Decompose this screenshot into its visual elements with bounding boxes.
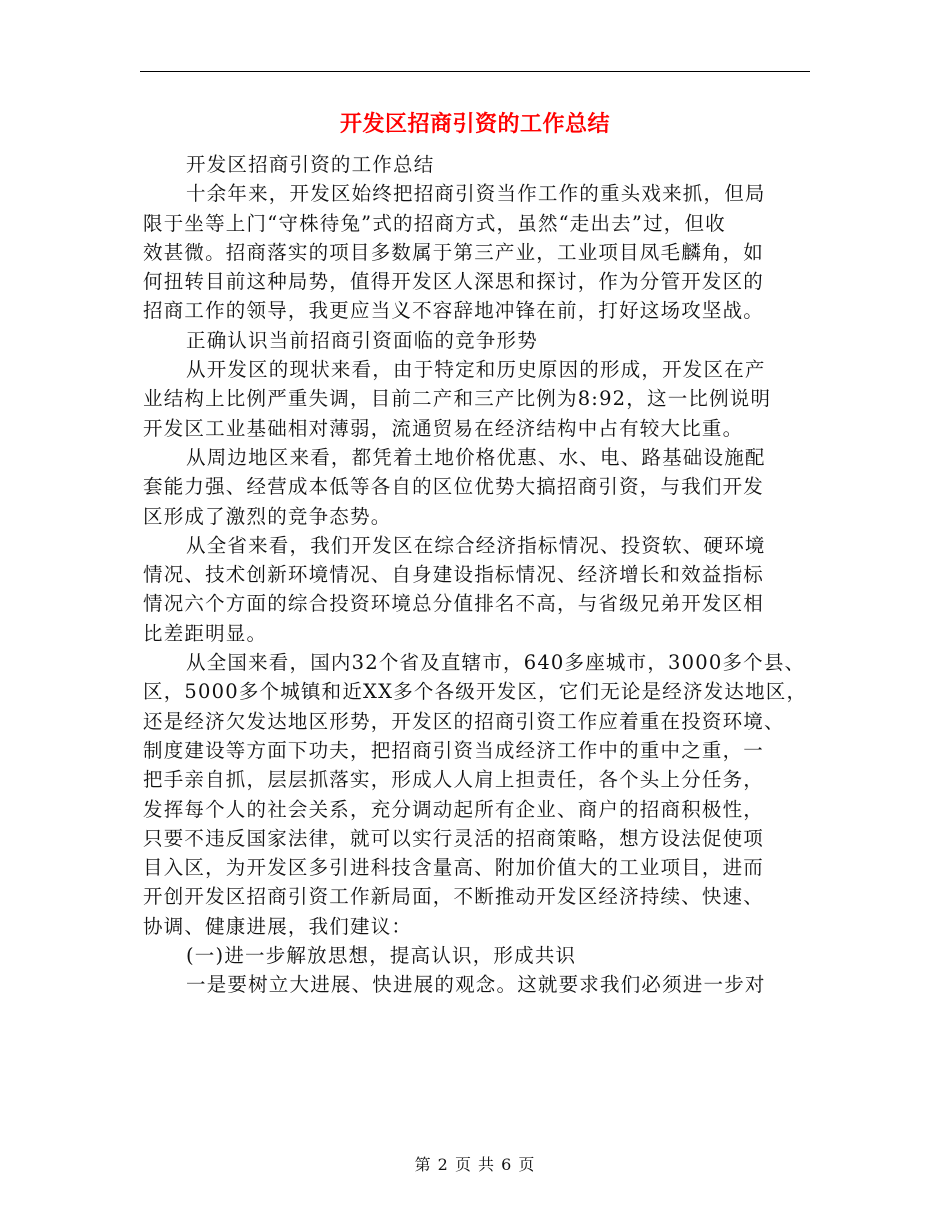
body-line: 开创开发区招商引资工作新局面，不断推动开发区经济持续、快速、 xyxy=(143,885,765,909)
document-title: 开发区招商引资的工作总结 xyxy=(339,112,610,137)
body-line: 制度建设等方面下功夫，把招商引资当成经济工作中的重中之重，一 xyxy=(143,738,765,762)
body-line: 何扭转目前这种局势，值得开发区人深思和探讨，作为分管开发区的 xyxy=(143,270,765,294)
header-rule xyxy=(140,71,810,72)
body-line: 目入区，为开发区多引进科技含量高、附加价值大的工业项目，进而 xyxy=(143,856,765,880)
body-line: 业结构上比例严重失调，目前二产和三产比例为8:92，这一比例说明 xyxy=(143,387,772,411)
body-line: 区形成了激烈的竞争态势。 xyxy=(143,504,392,528)
body-line: 从全国来看，国内32个省及直辖市，640多座城市，3000多个县、 xyxy=(186,651,806,675)
body-line: 情况、技术创新环境情况、自身建设指标情况、经济增长和效益指标 xyxy=(143,563,765,587)
body-line: 限于坐等上门“守株待兔”式的招商方式，虽然“走出去”过，但收 xyxy=(143,211,726,235)
body-line: 从全省来看，我们开发区在综合经济指标情况、投资软、硬环境 xyxy=(186,533,766,557)
body-line: 招商工作的领导，我更应当义不容辞地冲锋在前，打好这场攻坚战。 xyxy=(143,299,765,323)
body-line: 正确认识当前招商引资面临的竞争形势 xyxy=(186,328,538,352)
body-line: 一是要树立大进展、快进展的观念。这就要求我们必须进一步对 xyxy=(186,973,766,997)
body-line: 协调、健康进展，我们建议： xyxy=(143,914,413,938)
body-line: 只要不违反国家法律，就可以实行灵活的招商策略，想方设法促使项 xyxy=(143,826,765,850)
body-line: 十余年来，开发区始终把招商引资当作工作的重头戏来抓，但局 xyxy=(186,182,766,206)
document-body xyxy=(143,150,815,1000)
body-line: 情况六个方面的综合投资环境总分值排名不高，与省级兄弟开发区相 xyxy=(143,592,765,616)
body-line: 效甚微。招商落实的项目多数属于第三产业，工业项目凤毛麟角，如 xyxy=(143,240,765,264)
page-footer: 第 2 页 共 6 页 xyxy=(414,1155,536,1174)
body-line: 从周边地区来看，都凭着土地价格优惠、水、电、路基础设施配 xyxy=(186,445,766,469)
body-line: (一)进一步解放思想，提高认识，形成共识 xyxy=(186,944,577,968)
body-line: 套能力强、经营成本低等各自的区位优势大搞招商引资，与我们开发 xyxy=(143,475,765,499)
body-line: 把手亲自抓，层层抓落实，形成人人肩上担责任，各个头上分任务， xyxy=(143,768,765,792)
body-line: 还是经济欠发达地区形势，开发区的招商引资工作应着重在投资环境、 xyxy=(143,709,785,733)
body-line: 开发区招商引资的工作总结 xyxy=(186,153,435,176)
body-line: 从开发区的现状来看，由于特定和历史原因的形成，开发区在产 xyxy=(186,358,766,382)
body-line: 比差距明显。 xyxy=(143,621,268,645)
body-line: 区，5000多个城镇和近XX多个各级开发区，它们无论是经济发达地区， xyxy=(143,680,808,704)
body-line: 发挥每个人的社会关系，充分调动起所有企业、商户的招商积极性， xyxy=(143,797,765,821)
body-line: 开发区工业基础相对薄弱，流通贸易在经济结构中占有较大比重。 xyxy=(143,416,744,440)
